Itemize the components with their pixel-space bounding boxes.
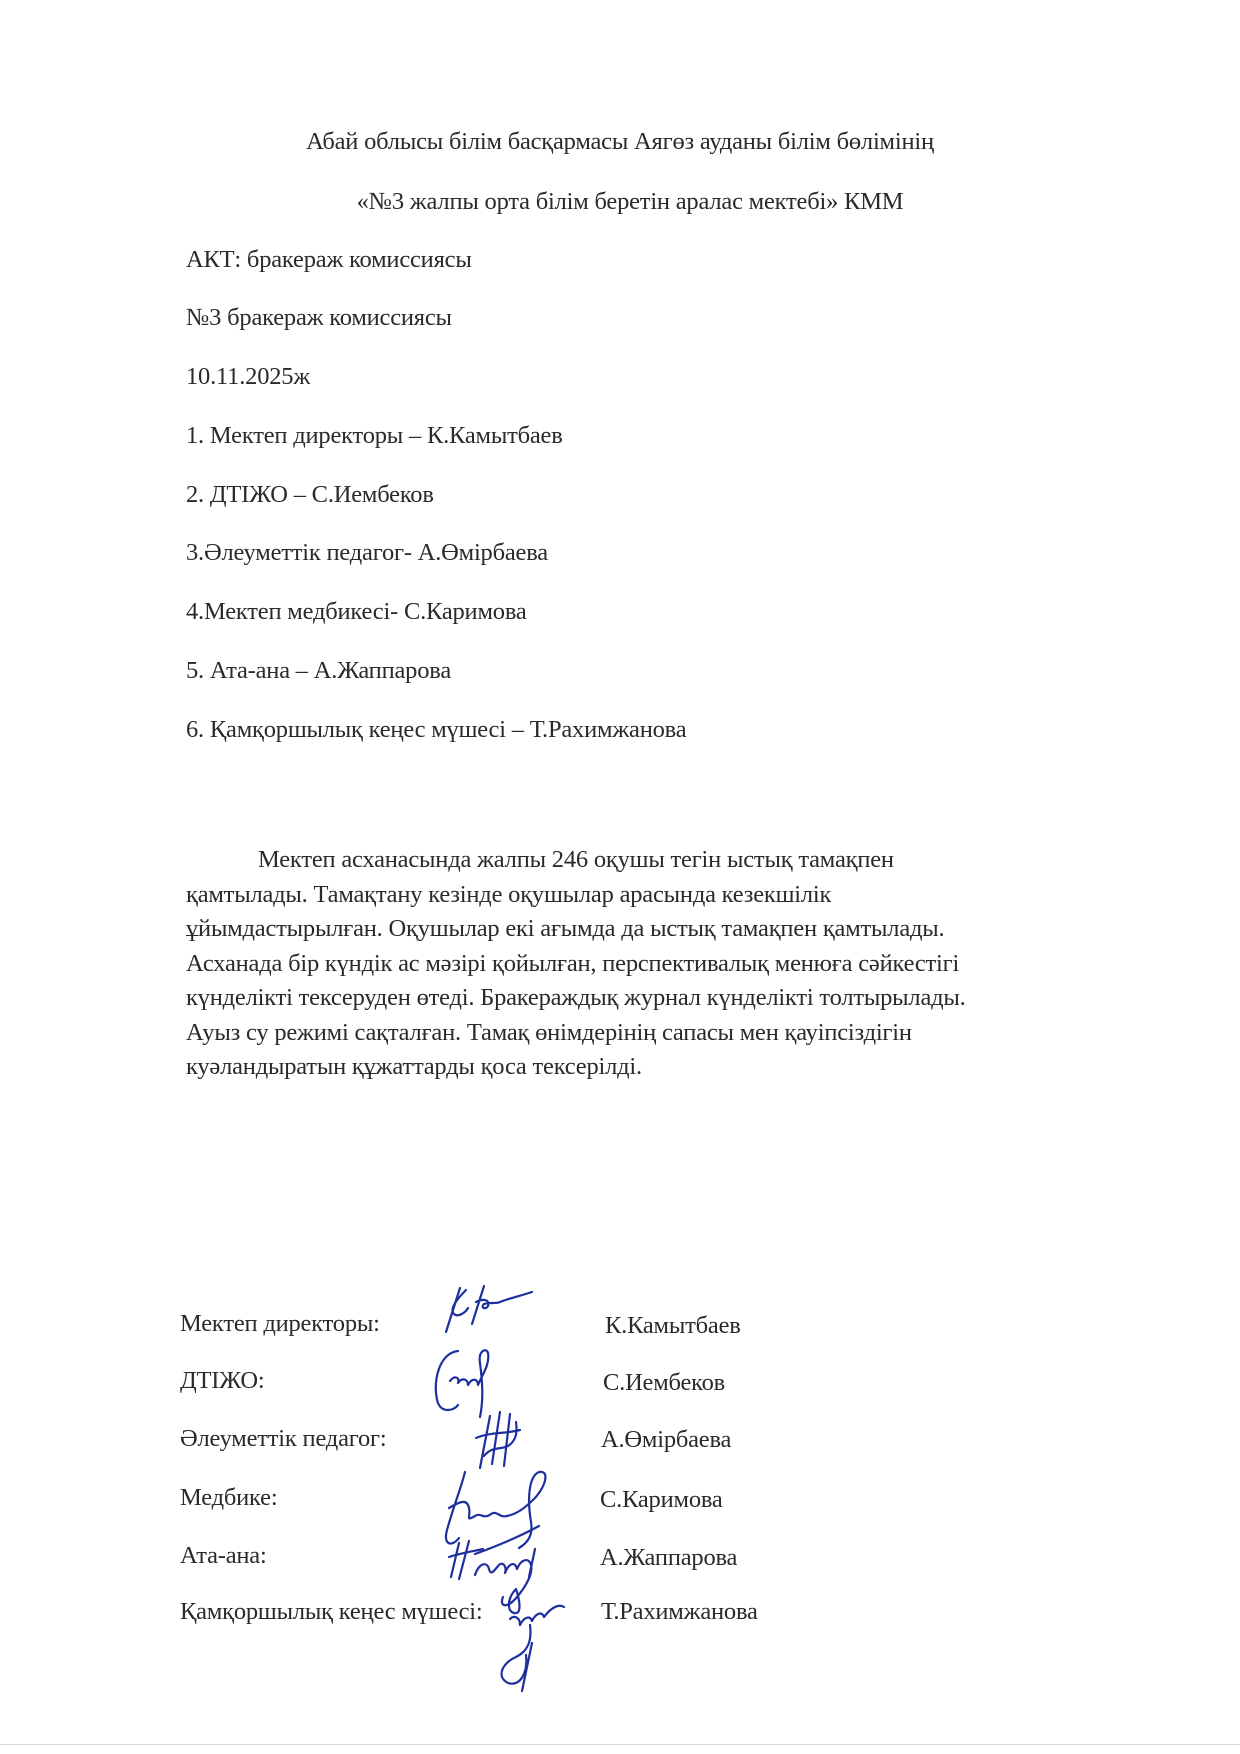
body-line: қамтылады. Тамақтану кезінде оқушылар арасында кезекшілік xyxy=(186,880,832,908)
header-line-1: Абай облысы білім басқармасы Аягөз ауданы білім бөлімінің xyxy=(306,128,934,155)
body-line: Асханада бір күндік ас мәзірі қойылған, перспективалық менюға сәйкестігі xyxy=(186,949,960,977)
signature-role: Мектеп директоры: xyxy=(180,1310,380,1337)
signature-omirbaeva-icon xyxy=(470,1406,530,1476)
signature-name: С.Иембеков xyxy=(603,1369,726,1396)
member-item: 5. Ата-ана – А.Жаппарова xyxy=(186,657,451,684)
body-line: куәландыратын құжаттарды қоса тексерілді. xyxy=(186,1053,642,1080)
act-title: АКТ: бракераж комиссиясы xyxy=(186,246,472,273)
signature-role: ДТІЖО: xyxy=(180,1367,265,1394)
signature-role: Медбике: xyxy=(180,1484,278,1511)
member-item: 1. Мектеп директоры – К.Камытбаев xyxy=(186,422,563,449)
commission-name: №3 бракераж комиссиясы xyxy=(186,304,452,331)
scan-edge-line xyxy=(0,1744,1240,1745)
body-line: Ауыз су режимі сақталған. Тамақ өнімдерінің сапасы мен қауіпсіздігін xyxy=(186,1018,912,1046)
header-line-2: «№3 жалпы орта білім беретін аралас мектебі» КММ xyxy=(356,188,904,215)
signature-role: Әлеуметтік педагог: xyxy=(180,1425,387,1452)
signature-name: С.Каримова xyxy=(600,1486,723,1513)
body-line: күнделікті тексеруден өтеді. Бракераждық журнал күнделікті толтырылады. xyxy=(186,984,966,1011)
member-item: 2. ДТІЖО – С.Иембеков xyxy=(186,481,434,508)
body-line: ұйымдастырылған. Оқушылар екі ағымда да ыстық тамақпен қамтылады. xyxy=(186,915,945,942)
signature-rakhimzhanova-icon xyxy=(480,1585,590,1695)
act-date: 10.11.2025ж xyxy=(186,363,311,390)
body-line: Мектеп асханасында жалпы 246 оқушы тегін ыстық тамақпен xyxy=(258,846,894,873)
signature-kamytbaev-icon xyxy=(440,1280,560,1340)
signature-role: Қамқоршылық кеңес мүшесі: xyxy=(180,1598,483,1625)
signature-role: Ата-ана: xyxy=(180,1542,267,1569)
signature-name: А.Өмірбаева xyxy=(601,1426,732,1453)
signature-name: Т.Рахимжанова xyxy=(601,1598,758,1625)
body-paragraph xyxy=(186,843,1126,1085)
member-item: 4.Мектеп медбикесі- С.Каримова xyxy=(186,598,527,625)
member-item: 6. Қамқоршылық кеңес мүшесі – Т.Рахимжанова xyxy=(186,716,687,743)
signature-name: А.Жаппарова xyxy=(600,1544,738,1571)
member-item: 3.Әлеуметтік педагог- А.Өмірбаева xyxy=(186,539,548,566)
signature-name: К.Камытбаев xyxy=(605,1312,741,1339)
